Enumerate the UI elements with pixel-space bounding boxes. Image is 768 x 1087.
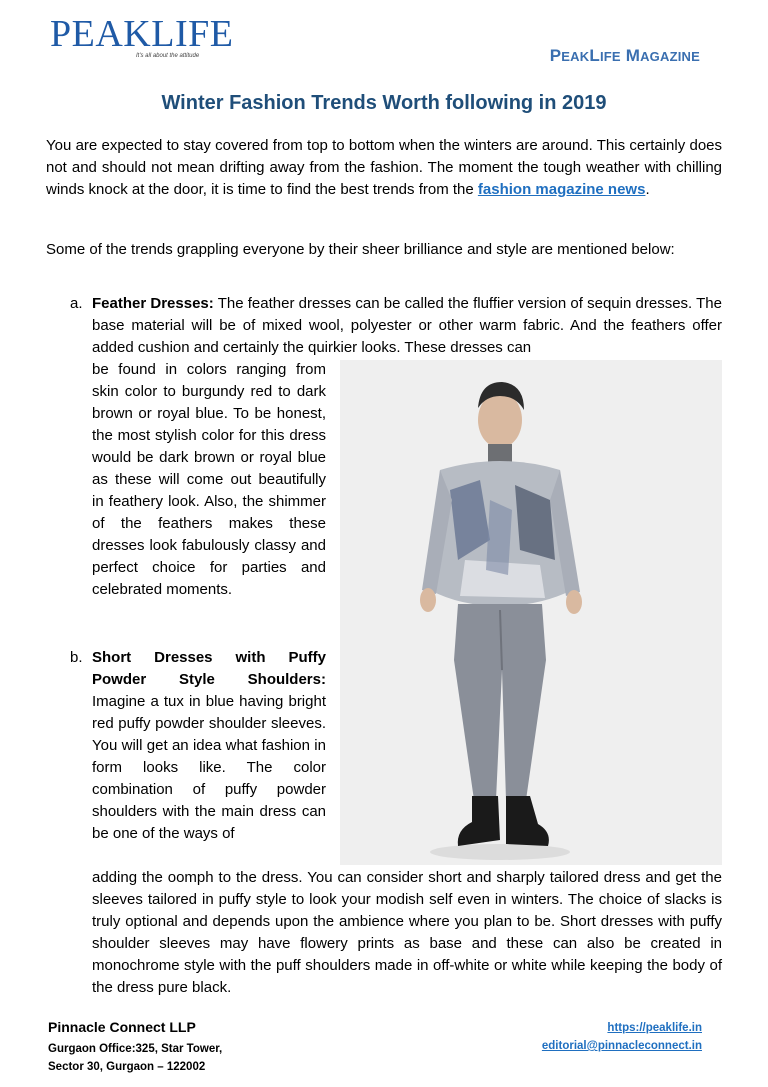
logo-wordmark bbox=[50, 14, 280, 54]
mag-ife: IFE bbox=[599, 49, 621, 64]
peaklife-logo bbox=[50, 14, 280, 64]
footer-email-link[interactable]: editorial@pinnacleconnect.in bbox=[541, 1040, 702, 1052]
list-marker-b: b. bbox=[70, 649, 83, 666]
list-item-feather-dresses bbox=[92, 293, 722, 359]
item-text: Imagine a tux in blue having bright red puffy powder shoulder sleeves. You will get an idea what fashion in form looks like. The color combination of puffy powder shoulders with the main dress can be one of the ways of bbox=[92, 693, 326, 842]
logo-life: LIFE bbox=[151, 13, 234, 55]
intro-paragraph bbox=[46, 135, 722, 201]
mag-eak: EAK bbox=[561, 49, 590, 64]
logo-peak: PEAK bbox=[50, 13, 152, 55]
magazine-name bbox=[550, 46, 700, 66]
fashion-news-link[interactable]: fashion magazine news bbox=[477, 181, 646, 198]
article-title: Winter Fashion Trends Worth following in 2019 bbox=[161, 92, 607, 114]
item-heading: Feather Dresses: bbox=[92, 295, 214, 312]
logo-tagline: It's all about the attitude bbox=[136, 53, 200, 59]
footer-address-line1: Gurgaon Office:325, Star Tower, bbox=[48, 1043, 223, 1055]
item-text-continued: be found in colors ranging from skin color to burgundy red to dark brown or royal blue. To be honest, the most stylish color for this dress would be dark brown or royal blue as these will come out beautifully in feathery look. Also, the shimmer of the feathers makes these dresses look fabulously classy and perfect choice for parties and celebrated moments. bbox=[92, 361, 326, 598]
footer-address-line2: Sector 30, Gurgaon – 122002 bbox=[48, 1061, 206, 1073]
intro-end: . bbox=[645, 181, 650, 198]
model-illustration bbox=[340, 360, 722, 865]
mag-agazine: AGAZINE bbox=[640, 49, 700, 64]
footer-website-link[interactable]: https://peaklife.in bbox=[607, 1022, 702, 1034]
item-text: The feather dresses can be called the fluffier version of sequin dresses. The base material will be of mixed wool, polyester or other warm fabric. And the feathers offer added cushion and certainly the quirkier looks. These dresses can bbox=[92, 295, 722, 356]
mag-m: M bbox=[625, 46, 641, 65]
fashion-model-photo bbox=[340, 360, 722, 865]
intro-text: You are expected to stay covered from top to bottom when the winters are around. This certainly does not and should not mean drifting away from the fashion. The moment the tough weather with chilling winds knock at the door, it is time to find the best trends from the bbox=[46, 137, 722, 198]
list-marker-a: a. bbox=[70, 295, 83, 312]
mag-l: L bbox=[589, 46, 600, 65]
item-heading-short-dresses: Short Dresses with Puffy Powder Style Shoulders: bbox=[92, 649, 326, 688]
mag-p: P bbox=[549, 46, 562, 65]
footer-company: Pinnacle Connect LLP bbox=[48, 1019, 196, 1035]
trends-intro-paragraph: Some of the trends grappling everyone by their sheer brilliance and style are mentioned below: bbox=[46, 241, 675, 258]
footer-address bbox=[48, 1040, 222, 1076]
item-text-continued: adding the oomph to the dress. You can consider short and sharply tailored dress and get the sleeves tailored in puffy style to look your modish self even in winters. The choice of slacks is truly optional and depends upon the ambience where you plan to be. Short dresses with puffy shoulder sleeves may have flowery prints as base and these can also be created in monochrome style with the puff shoulders made in off-white or white while keeping the body of the dress pure black. bbox=[92, 869, 722, 996]
